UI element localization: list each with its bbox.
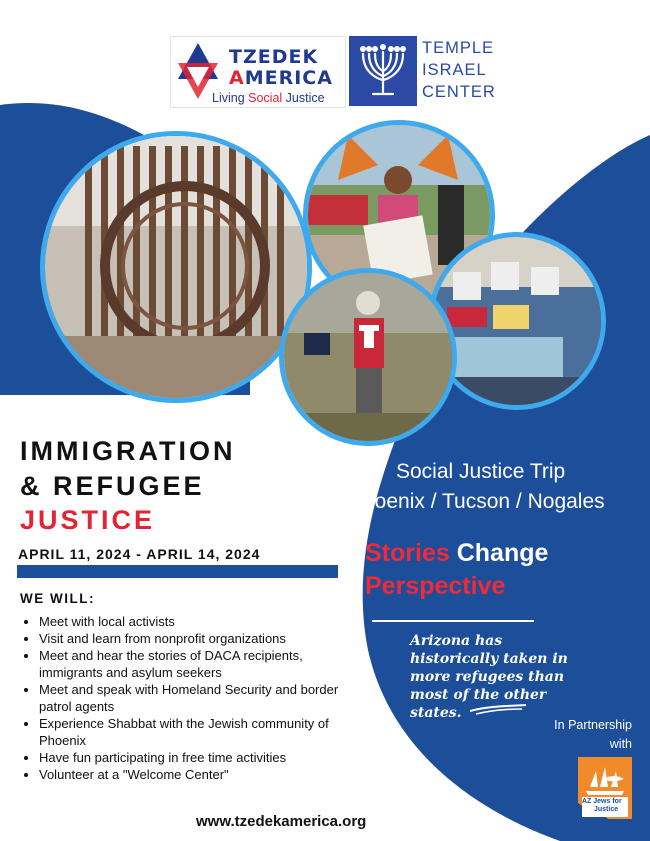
mural-photo	[428, 232, 606, 410]
partnership-line2: with	[609, 737, 632, 751]
list-item: • Have fun participating in free time activities	[39, 749, 359, 766]
temple-wordmark-line3: CENTER	[422, 83, 496, 101]
trip-locations: Phoenix / Tucson / Nogales	[349, 490, 605, 513]
partner-line1: AZ Jews for	[582, 798, 622, 805]
tzedek-america-logo	[170, 36, 346, 108]
list-item: • Meet and speak with Homeland Security and border patrol agents	[39, 681, 359, 715]
list-item: • Visit and learn from nonprofit organizations	[39, 630, 359, 647]
partner-line2: Justice	[594, 806, 619, 813]
list-item: • Meet with local activists	[39, 613, 359, 630]
trip-type: Social Justice Trip	[396, 460, 566, 483]
partnership-label	[540, 716, 632, 754]
website-link[interactable]: www.tzedekamerica.org	[196, 813, 367, 830]
activities-list	[20, 613, 359, 783]
trip-dates: APRIL 11, 2024 - APRIL 14, 2024	[18, 546, 261, 562]
menorah-badge	[349, 36, 417, 106]
tzedek-wordmark-line1: TZEDEK	[229, 46, 319, 68]
temple-israel-center-logo	[349, 36, 495, 106]
border-wall-photo	[40, 131, 312, 403]
list-item: • Experience Shabbat with the Jewish community of Phoenix	[39, 715, 359, 749]
title-line-3: JUSTICE	[20, 505, 156, 535]
az-jews-for-justice-wordmark	[582, 798, 622, 814]
partnership-line1: In Partnership	[554, 718, 632, 732]
slogan-word-perspective: Perspective	[365, 572, 506, 600]
arizona-fact: Arizona has historically taken in more refugees than most of the other states.	[410, 633, 568, 721]
temple-wordmark-line1: TEMPLE	[422, 39, 495, 57]
tzedek-tagline: Living Social Justice	[212, 91, 325, 105]
we-will-heading: WE WILL:	[20, 591, 95, 606]
slogan-word-change: Change	[456, 539, 549, 567]
handwritten-underline	[468, 703, 528, 715]
dates-underline-bar	[17, 565, 338, 578]
tzedek-wordmark-line2: AMERICA	[229, 67, 333, 89]
slogan	[365, 537, 548, 603]
title-line-2: & REFUGEE	[20, 471, 205, 501]
list-item: • Meet and hear the stories of DACA recipients, immigrants and asylum seekers	[39, 647, 359, 681]
slogan-divider	[372, 620, 534, 622]
title-line-1: IMMIGRATION	[20, 436, 236, 466]
list-item: • Volunteer at a "Welcome Center"	[39, 766, 359, 783]
temple-wordmark-line2: ISRAEL	[422, 61, 487, 79]
menorah-icon	[349, 36, 417, 106]
desert-hiker-photo	[279, 268, 457, 446]
slogan-word-stories: Stories	[365, 539, 450, 567]
